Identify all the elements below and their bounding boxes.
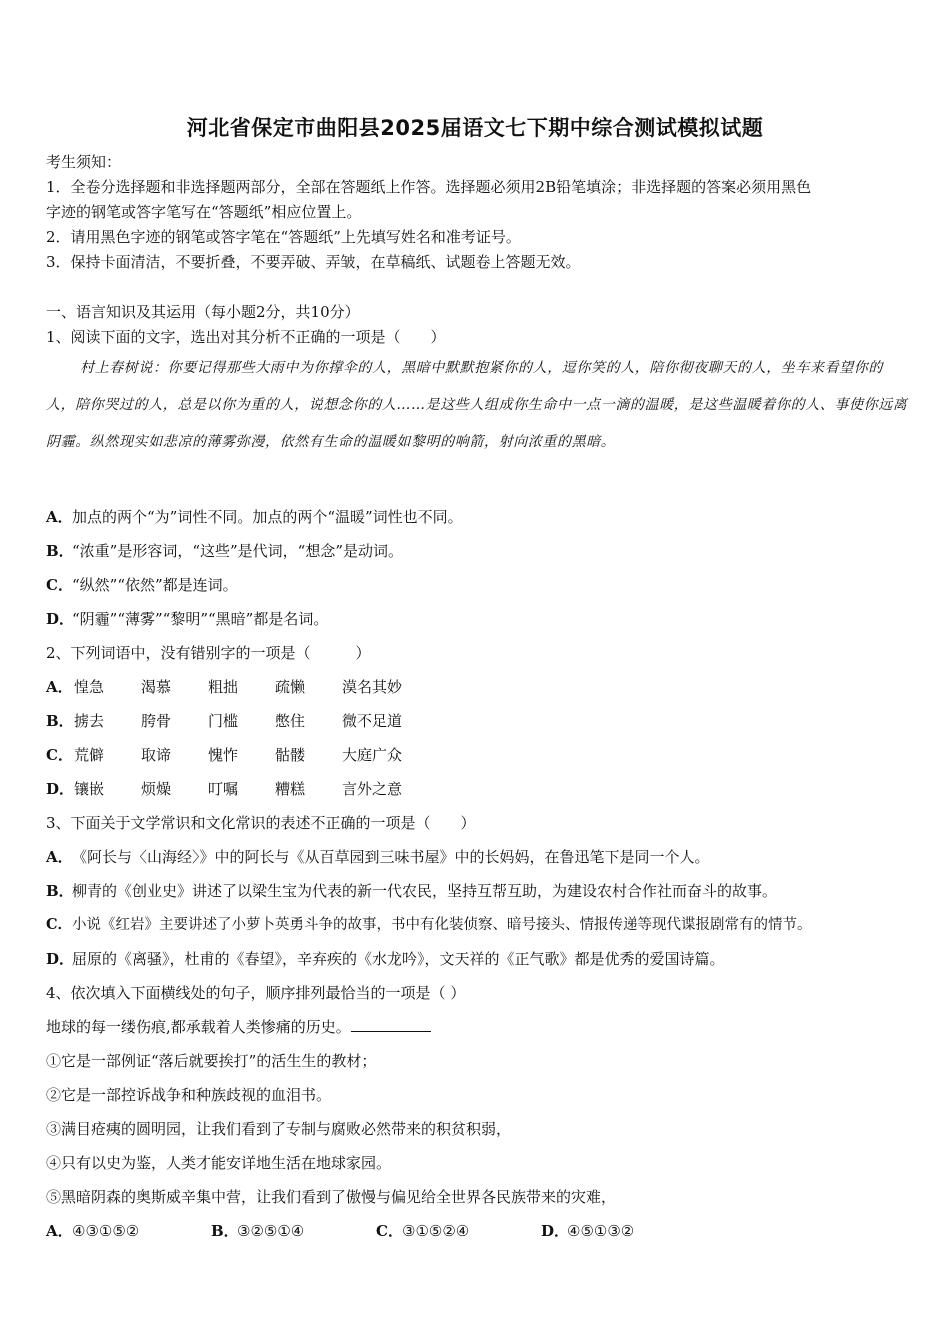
option-label: D． (46, 950, 75, 968)
option-text: 《阿长与〈山海经〉》中的阿长与《从百草园到三味书屋》中的长妈妈，在鲁迅笔下是同一个人。 (72, 848, 710, 866)
word: 取谛 (141, 746, 172, 764)
option-label: D． (46, 780, 75, 798)
option-text: 小说《红岩》主要讲述了小萝卜英勇斗争的故事，书中有化装侦察、暗号接头、情报传递等现代谍报剧常有的情节。 (72, 917, 812, 933)
q4-item-3: ③满目疮痍的圆明园，让我们看到了专制与腐败必然带来的积贫积弱， (46, 1120, 512, 1138)
q3-option-a (46, 847, 710, 867)
word: 烦燥 (141, 780, 172, 798)
option-text: “浓重”是形容词，“这些”是代词，“想念”是动词。 (72, 542, 404, 560)
word: 胯骨 (141, 712, 172, 730)
q4-item-2: ②它是一部控诉战争和种族歧视的血泪书。 (46, 1086, 332, 1104)
option-text: 加点的两个“为”词性不同。加点的两个“温暖”词性也不同。 (72, 508, 463, 526)
q1-option-c (46, 575, 238, 595)
section-heading: 一、语言知识及其运用（每小题2分，共10分） (46, 303, 360, 321)
q4-item-4: ④只有以史为鉴，人类才能安详地生活在地球家园。 (46, 1154, 392, 1172)
word: 漠名其妙 (342, 678, 403, 696)
option-label: B． (46, 542, 74, 560)
word: 叮嘱 (208, 780, 239, 798)
word: 憋住 (275, 712, 306, 730)
page-title: 河北省保定市曲阳县2025届语文七下期中综合测试模拟试题 (186, 116, 764, 140)
q4-lead (46, 1017, 431, 1037)
option-label: A． (46, 848, 73, 866)
option-text: 柳青的《创业史》讲述了以梁生宝为代表的新一代农民，坚持互帮互助，为建设农村合作社而奋斗的故事。 (72, 882, 778, 900)
option-label: A． (46, 1222, 73, 1240)
option-text: ④⑤①③② (567, 1222, 635, 1240)
word: 大庭广众 (342, 746, 403, 764)
word: 粗拙 (208, 678, 239, 696)
option-label: B． (46, 882, 74, 900)
q3-stem: 3、下面关于文学常识和文化常识的表述不正确的一项是（ ） (46, 814, 476, 832)
word: 言外之意 (342, 780, 403, 798)
word: 骷髅 (275, 746, 306, 764)
q3-option-c (46, 915, 812, 935)
option-label: B． (46, 712, 74, 730)
option-label: B． (211, 1222, 239, 1240)
q4-option-a (46, 1221, 139, 1241)
word: 荒僻 (74, 746, 105, 764)
option-label: C． (46, 916, 73, 933)
notice-heading: 考生须知： (46, 153, 122, 171)
word: 镶嵌 (74, 780, 105, 798)
word: 掳去 (74, 712, 105, 730)
q1-passage: 村上春树说：你要记得那些大雨中为你撑伞的人，黑暗中默默抱紧你的人，逗你笑的人，陪你彻夜聊天的人，坐车来看望你的人，陪你哭过的人，总是以你为重的人，说想念你的人……是这些人组成你生命中一点一滴的温暖，是这些温暖着你的人、事使你远离阴霾。纵然现实如悲凉的薄雾弥漫，依然有生命的温暖如黎明的响箭，射向浓重的黑暗。 (46, 360, 908, 450)
q1-stem: 1、阅读下面的文字，选出对其分析不正确的一项是（ ） (46, 328, 446, 346)
q3-option-d (46, 949, 725, 969)
q4-option-c (376, 1221, 469, 1241)
q2-stem: 2、下列词语中，没有错别字的一项是（ ） (46, 644, 371, 662)
q1-option-a (46, 507, 463, 527)
option-text: “纵然”“依然”都是连词。 (72, 576, 238, 594)
option-label: C． (46, 746, 73, 764)
option-label: D． (541, 1222, 570, 1240)
option-label: D． (46, 610, 75, 628)
q4-options (46, 1221, 746, 1241)
option-label: C． (376, 1222, 403, 1240)
q3-option-b (46, 881, 777, 901)
q4-option-b (211, 1221, 304, 1241)
q4-item-5: ⑤黑暗阴森的奥斯威辛集中营，让我们看到了傲慢与偏见给全世界各民族带来的灾难， (46, 1188, 617, 1206)
word: 门槛 (208, 712, 239, 730)
q4-lead-text: 地球的每一缕伤痕,都承载着人类惨痛的历史。 (46, 1018, 351, 1036)
q4-option-d (541, 1221, 634, 1241)
answer-blank (351, 1017, 431, 1032)
q1-option-b (46, 541, 403, 561)
word: 愧怍 (208, 746, 239, 764)
q4-stem: 4、依次填入下面横线处的句子，顺序排列最恰当的一项是（ ） (46, 984, 466, 1002)
notice-item-2: 2．请用黑色字迹的钢笔或答字笔在“答题纸”上先填写姓名和准考证号。 (46, 228, 521, 246)
word: 疏懒 (275, 678, 306, 696)
option-text: ③①⑤②④ (402, 1222, 470, 1240)
q4-item-1: ①它是一部例证“落后就要挨打”的活生生的教材； (46, 1052, 377, 1070)
word: 惶急 (74, 678, 105, 696)
notice-item-1a: 1．全卷分选择题和非选择题两部分，全部在答题纸上作答。选择题必须用2B铅笔填涂；非选择题的答案必须用黑色 (46, 178, 812, 196)
q1-option-d (46, 609, 328, 629)
option-text: ④③①⑤② (72, 1222, 140, 1240)
word: 微不足道 (342, 712, 403, 730)
option-text: ③②⑤①④ (237, 1222, 305, 1240)
option-label: A． (46, 678, 73, 696)
option-label: C． (46, 576, 73, 594)
word: 渴慕 (141, 678, 172, 696)
option-text: 屈原的《离骚》，杜甫的《春望》，辛弃疾的《水龙吟》，文天祥的《正气歌》都是优秀的爱国诗篇。 (72, 950, 725, 968)
option-label: A． (46, 508, 73, 526)
option-text: “阴霾”“薄雾”“黎明”“黑暗”都是名词。 (72, 610, 329, 628)
notice-item-3: 3．保持卡面清洁，不要折叠，不要弄破、弄皱，在草稿纸、试题卷上答题无效。 (46, 253, 581, 271)
notice-item-1b: 字迹的钢笔或答字笔写在“答题纸”相应位置上。 (46, 203, 362, 221)
word: 糟糕 (275, 780, 306, 798)
